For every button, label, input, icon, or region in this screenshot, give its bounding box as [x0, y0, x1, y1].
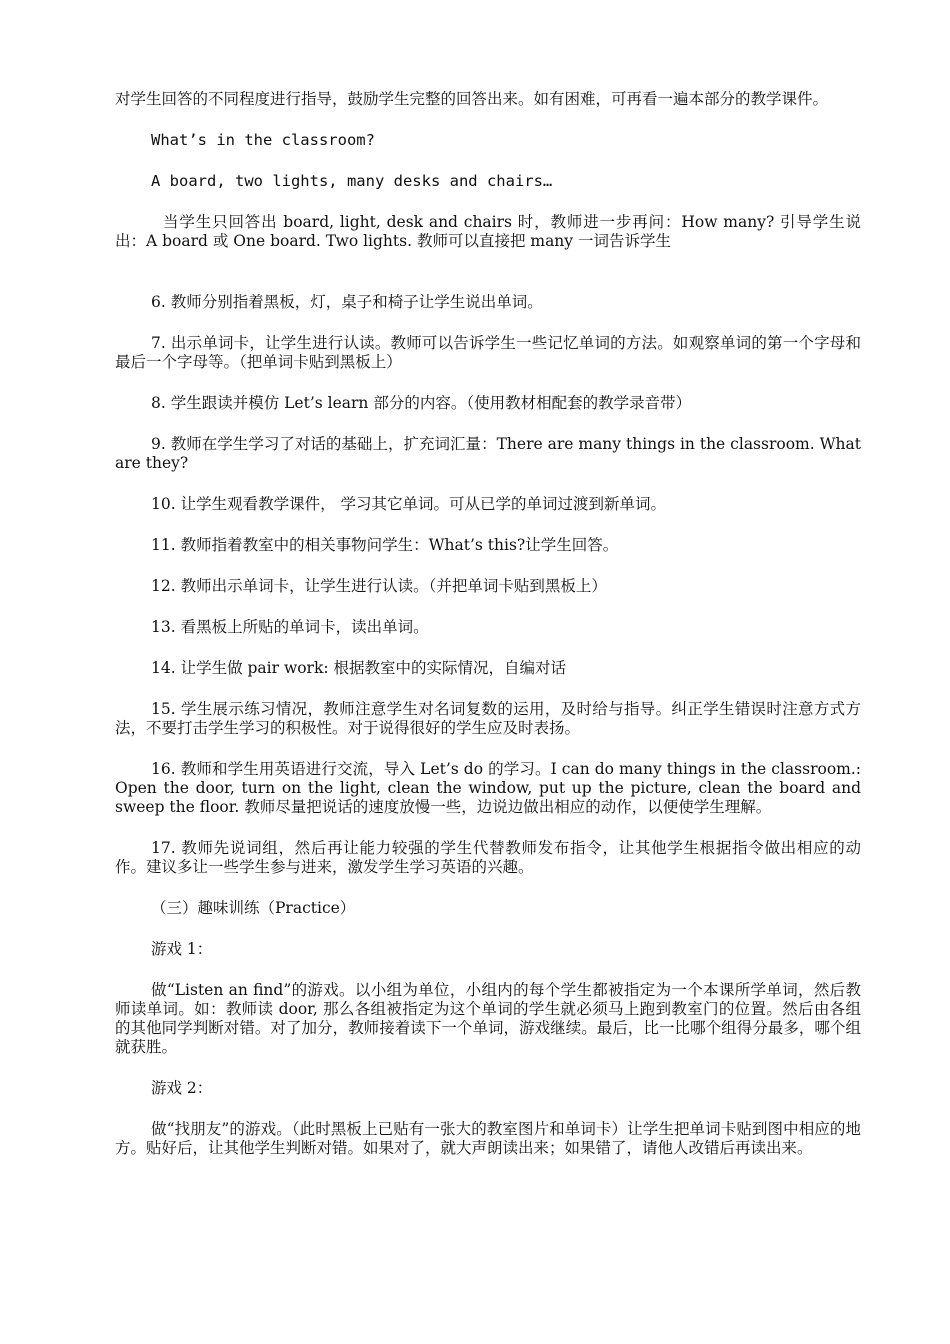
- step-9: 9. 教师在学生学习了对话的基础上，扩充词汇量：There are many things in the classroom. What are they?: [115, 435, 861, 472]
- step-15: 15. 学生展示练习情况，教师注意学生对名词复数的运用，及时给与指导。纠正学生错误时注意方式方法，不要打击学生学习的积极性。对于说得很好的学生应及时表扬。: [115, 700, 861, 737]
- step-12: 12. 教师出示单词卡，让学生进行认读。（并把单词卡贴到黑板上）: [151, 577, 607, 595]
- game-1-heading: 游戏 1：: [151, 940, 213, 958]
- step-6: 6. 教师分别指着黑板，灯，桌子和椅子让学生说出单词。: [151, 293, 543, 311]
- step-8: 8. 学生跟读并模仿 Let’s learn 部分的内容。（使用教材相配套的教学录音带）: [151, 394, 692, 412]
- section-heading-practice: （三）趣味训练（Practice）: [151, 899, 356, 917]
- step-10: 10. 让学生观看教学课件， 学习其它单词。可从已学的单词过渡到新单词。: [151, 495, 667, 513]
- step-11: 11. 教师指着教室中的相关事物问学生：What’s this?让学生回答。: [151, 536, 619, 554]
- step-13: 13. 看黑板上所贴的单词卡，读出单词。: [151, 618, 429, 636]
- game-1-description: 做“Listen an find”的游戏。以小组为单位，小组内的每个学生都被指定为一个本课所学单词，然后教师读单词。如：教师读 door, 那么各组被指定为这个单词的学生就必须马上跑到教室门的位置。然后由各组的其他同学判断对错。对了加分，教师接着读下一个单词，游戏继续。最后，比一比哪个组得分最多，哪个组就获胜。: [115, 981, 861, 1056]
- step-14: 14. 让学生做 pair work: 根据教室中的实际情况，自编对话: [151, 659, 567, 677]
- paragraph-how-many: 当学生只回答出 board, light, desk and chairs 时，教师进一步再问：How many? 引导学生说出：A board 或 One board. Two lights. 教师可以直接把 many 一词告诉学生: [115, 213, 861, 250]
- step-17: 17. 教师先说词组，然后再让能力较强的学生代替教师发布指令，让其他学生根据指令做出相应的动作。建议多让一些学生参与进来，激发学生学习英语的兴趣。: [115, 839, 861, 876]
- step-16: 16. 教师和学生用英语进行交流，导入 Let’s do 的学习。I can do many things in the classroom.: Open the door, turn on the light, clean the window, put up the picture, clean the board and sweep the floor. 教师尽量把说话的速度放慢一些，边说边做出相应的动作，以便使学生理解。: [115, 760, 861, 816]
- game-2-heading: 游戏 2：: [151, 1079, 213, 1097]
- step-7: 7. 出示单词卡，让学生进行认读。教师可以告诉学生一些记忆单词的方法。如观察单词的第一个字母和最后一个字母等。（把单词卡贴到黑板上）: [115, 334, 861, 371]
- game-2-description: 做“找朋友”的游戏。（此时黑板上已贴有一张大的教室图片和单词卡）让学生把单词卡贴到图中相应的地方。贴好后，让其他学生判断对错。如果对了，就大声朗读出来；如果错了，请他人改错后再读出来。: [115, 1120, 861, 1157]
- dialogue-question: What’s in the classroom?: [151, 131, 375, 149]
- document-page: [115, 90, 861, 1180]
- paragraph-guidance: 对学生回答的不同程度进行指导，鼓励学生完整的回答出来。如有困难，可再看一遍本部分的教学课件。: [115, 90, 829, 108]
- dialogue-answer: A board, two lights, many desks and chairs…: [151, 172, 553, 190]
